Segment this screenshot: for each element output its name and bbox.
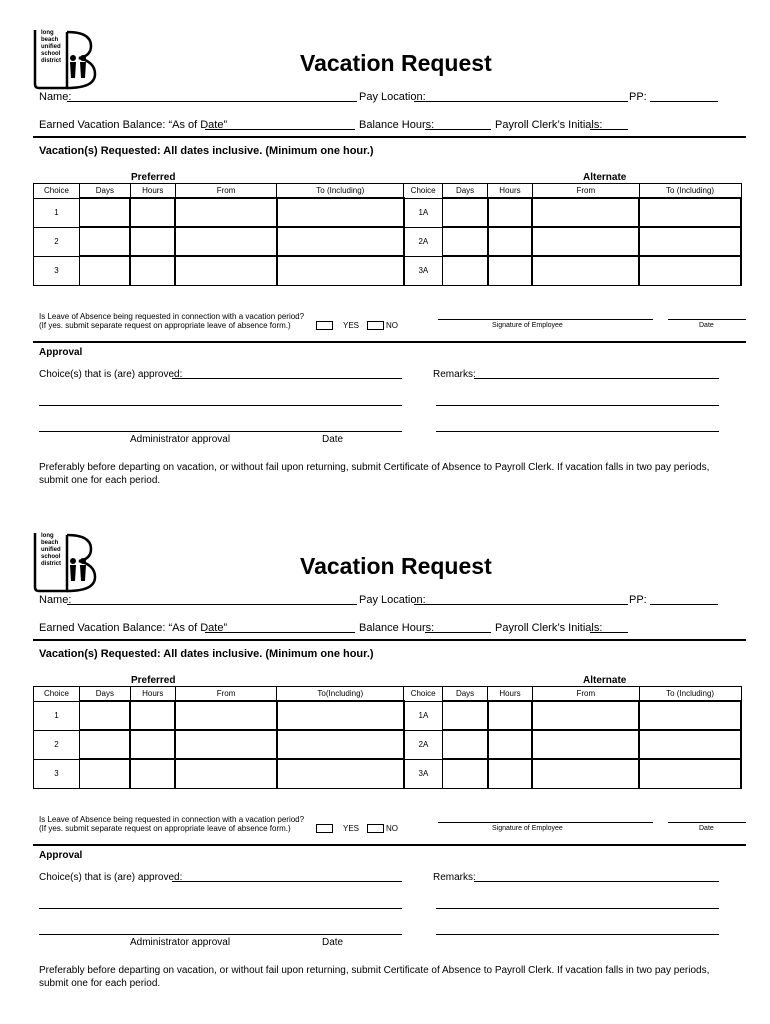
vacations-heading: Vacation(s) Requested: All dates inclusive. (Minimum one hour.) [39, 145, 374, 157]
row-alt-choice: 3A [404, 759, 443, 788]
col-choice: Choice [34, 687, 80, 702]
pp-field[interactable] [650, 101, 718, 102]
alt-days-cell[interactable] [443, 198, 488, 227]
alt-hours-cell[interactable] [488, 730, 533, 759]
from-cell[interactable] [175, 730, 277, 759]
no-label: NO [386, 321, 398, 330]
name-field[interactable] [67, 604, 357, 605]
leave-question: Is Leave of Absence being requested in connection with a vacation period? [39, 312, 305, 321]
alt-from-cell[interactable] [532, 759, 639, 788]
logo-text: long [41, 533, 54, 539]
alt-from-cell[interactable] [532, 701, 639, 730]
page-title: Vacation Request [300, 50, 492, 76]
choices-approved-field[interactable] [172, 378, 402, 379]
alt-to-cell[interactable] [639, 701, 741, 730]
row-alt-choice: 2A [404, 227, 443, 256]
col-alt-to: To (Including) [639, 184, 741, 199]
balance-hours-field[interactable] [425, 129, 491, 130]
yes-label: YES [343, 321, 360, 330]
vacation-table [33, 183, 742, 286]
alt-from-cell[interactable] [532, 730, 639, 759]
footer-instructions: Preferably before departing on vacation, or without fail upon returning, submit Certificate of Absence to Payroll Clerk. If vacation falls in two pay periods, submit one for each period. [39, 965, 710, 989]
admin-date-label: Date [322, 434, 344, 445]
logo-text: long [41, 30, 54, 36]
divider [33, 136, 746, 138]
alt-hours-cell[interactable] [488, 256, 533, 285]
to-cell[interactable] [277, 256, 404, 285]
days-cell[interactable] [79, 701, 130, 730]
col-alt-days: Days [443, 184, 488, 199]
col-alt-choice: Choice [404, 687, 443, 702]
balance-hours-field[interactable] [425, 632, 491, 633]
admin-date-label: Date [322, 937, 344, 948]
hours-cell[interactable] [130, 198, 175, 227]
table-row [34, 227, 742, 256]
pay-location-label: Pay Location: [359, 594, 426, 606]
table-row [34, 701, 742, 730]
admin-date-field[interactable] [301, 934, 402, 935]
signature-field[interactable] [438, 822, 653, 823]
col-to: To(Including) [277, 687, 404, 702]
table-row [34, 198, 742, 227]
vacations-heading: Vacation(s) Requested: All dates inclusive. (Minimum one hour.) [39, 648, 374, 660]
admin-approval-label: Administrator approval [130, 937, 231, 948]
alt-from-cell[interactable] [532, 198, 639, 227]
admin-approval-field[interactable] [39, 431, 301, 432]
from-cell[interactable] [175, 256, 277, 285]
signature-field[interactable] [438, 319, 653, 320]
pp-field[interactable] [650, 604, 718, 605]
to-cell[interactable] [277, 701, 404, 730]
days-cell[interactable] [79, 730, 130, 759]
remarks-label: Remarks: [433, 872, 476, 883]
table-row [34, 730, 742, 759]
footer-instructions: Preferably before departing on vacation, or without fail upon returning, submit Certificate of Absence to Payroll Clerk. If vacation falls in two pay periods, submit one for each period. [39, 462, 710, 486]
from-cell[interactable] [175, 701, 277, 730]
remarks-line-3[interactable] [436, 934, 719, 935]
payroll-initials-field[interactable] [590, 632, 628, 633]
col-choice: Choice [34, 184, 80, 199]
choices-approved-line-2[interactable] [39, 405, 402, 406]
signature-label: Signature of Employee [492, 825, 563, 832]
alt-from-cell[interactable] [532, 227, 639, 256]
row-alt-choice: 2A [404, 730, 443, 759]
earned-balance-label: Earned Vacation Balance: “As of Date” [39, 622, 228, 634]
col-days: Days [79, 184, 130, 199]
alt-hours-cell[interactable] [488, 701, 533, 730]
pay-location-field[interactable] [414, 604, 628, 605]
divider [33, 639, 746, 641]
as-of-date-field[interactable] [205, 129, 355, 130]
days-cell[interactable] [79, 256, 130, 285]
leave-question: Is Leave of Absence being requested in connection with a vacation period? [39, 815, 305, 824]
no-label: NO [386, 824, 398, 833]
from-cell[interactable] [175, 198, 277, 227]
col-from: From [175, 687, 277, 702]
alt-hours-cell[interactable] [488, 198, 533, 227]
col-hours: Hours [130, 687, 175, 702]
row-alt-choice: 1A [404, 701, 443, 730]
hours-cell[interactable] [130, 759, 175, 788]
alternate-label: Alternate [583, 675, 627, 686]
approval-heading: Approval [39, 347, 83, 358]
pay-location-field[interactable] [414, 101, 628, 102]
as-of-date-field[interactable] [205, 632, 355, 633]
col-alt-choice: Choice [404, 184, 443, 199]
col-to: To (Including) [277, 184, 404, 199]
row-alt-choice: 3A [404, 256, 443, 285]
from-cell[interactable] [175, 759, 277, 788]
to-cell[interactable] [277, 759, 404, 788]
hours-cell[interactable] [130, 701, 175, 730]
alt-to-cell[interactable] [639, 730, 741, 759]
signature-label: Signature of Employee [492, 322, 563, 329]
signature-date-field[interactable] [668, 319, 746, 320]
table-row [34, 759, 742, 788]
yes-checkbox[interactable] [316, 321, 333, 330]
from-cell[interactable] [175, 227, 277, 256]
alt-days-cell[interactable] [443, 227, 488, 256]
choices-approved-label: Choice(s) that is (are) approved: [39, 369, 183, 380]
pp-label: PP: [629, 594, 647, 606]
col-alt-from: From [532, 184, 639, 199]
name-field[interactable] [67, 101, 357, 102]
balance-hours-label: Balance Hours: [359, 622, 435, 634]
col-alt-from: From [532, 687, 639, 702]
alt-days-cell[interactable] [443, 256, 488, 285]
col-hours: Hours [130, 184, 175, 199]
alt-to-cell[interactable] [639, 256, 741, 285]
alt-from-cell[interactable] [532, 256, 639, 285]
vacation-table [33, 686, 742, 789]
page-title: Vacation Request [300, 553, 492, 579]
remarks-field[interactable] [474, 881, 719, 882]
payroll-initials-label: Payroll Clerk’s Initials: [495, 622, 603, 634]
choices-approved-label: Choice(s) that is (are) approved: [39, 872, 183, 883]
divider [33, 844, 746, 846]
row-choice: 2 [34, 730, 80, 759]
to-cell[interactable] [277, 730, 404, 759]
col-alt-days: Days [443, 687, 488, 702]
row-choice: 2 [34, 227, 80, 256]
table-row [34, 256, 742, 285]
alt-days-cell[interactable] [443, 701, 488, 730]
leave-instruction: (If yes. submit separate request on appropriate leave of absence form.) [39, 321, 291, 330]
row-choice: 1 [34, 701, 80, 730]
row-alt-choice: 1A [404, 198, 443, 227]
row-choice: 3 [34, 759, 80, 788]
remarks-line-3[interactable] [436, 431, 719, 432]
alternate-label: Alternate [583, 172, 627, 183]
days-cell[interactable] [79, 227, 130, 256]
remarks-field[interactable] [474, 378, 719, 379]
pp-label: PP: [629, 91, 647, 103]
name-label: Name: [39, 594, 72, 606]
name-label: Name: [39, 91, 72, 103]
alt-to-cell[interactable] [639, 227, 741, 256]
choices-approved-line-2[interactable] [39, 908, 402, 909]
payroll-initials-field[interactable] [590, 129, 628, 130]
hours-cell[interactable] [130, 227, 175, 256]
signature-date-field[interactable] [668, 822, 746, 823]
row-choice: 3 [34, 256, 80, 285]
alt-days-cell[interactable] [443, 759, 488, 788]
col-alt-hours: Hours [488, 184, 533, 199]
days-cell[interactable] [79, 198, 130, 227]
choices-approved-field[interactable] [172, 881, 402, 882]
preferred-label: Preferred [131, 172, 176, 183]
hours-cell[interactable] [130, 730, 175, 759]
table-header-row [34, 687, 742, 702]
col-days: Days [79, 687, 130, 702]
col-alt-hours: Hours [488, 687, 533, 702]
remarks-line-2[interactable] [436, 405, 719, 406]
alt-hours-cell[interactable] [488, 227, 533, 256]
pay-location-label: Pay Location: [359, 91, 426, 103]
payroll-initials-label: Payroll Clerk’s Initials: [495, 119, 603, 131]
leave-instruction: (If yes. submit separate request on appropriate leave of absence form.) [39, 824, 291, 833]
admin-approval-label: Administrator approval [130, 434, 231, 445]
hours-cell[interactable] [130, 256, 175, 285]
days-cell[interactable] [79, 759, 130, 788]
alt-to-cell[interactable] [639, 759, 741, 788]
admin-approval-field[interactable] [39, 934, 301, 935]
vacation-request-form-1: long beach unified school district Vacation Request Name: Pay Location: PP: Earned Vacation Balance: “As of Date” Balance Hours: Payroll Clerk’s Initials: Vacation(s) Requested: All dates inclusive. (Minimum one hour.) Preferred Alternate Choice Days Hours From To (Including) Choice Days Hours From To (Including) 1 1A 2 2A 3 3A Is Leave of Absence being requested in connection with a vacation period? (If yes. submit separate request on appropriate leave of absence form.) YES NO Signature of Employee Date Approval Choice(s) that is (are) approved: Remarks: Administrator approval Date Preferably before departing on vacation, or without fail upon returning, submit Certificate of Absence to Payroll Clerk. If vacation falls in two pay periods, submit one for each period. [0, 0, 770, 503]
preferred-label: Preferred [131, 675, 176, 686]
no-checkbox[interactable] [367, 321, 384, 330]
to-cell[interactable] [277, 227, 404, 256]
vacation-request-form-2: long beach unified school district Vacation Request Name: Pay Location: PP: Earned Vacation Balance: “As of Date” Balance Hours: Payroll Clerk’s Initials: Vacation(s) Requested: All dates inclusive. (Minimum one hour.) Preferred Alternate Choice Days Hours From To(Including) Choice Days Hours From To (Including) 1 1A 2 2A 3 3A Is Leave of Absence being requested in connection with a vacation period? (If yes. submit separate request on appropriate leave of absence form.) YES NO Signature of Employee Date Approval Choice(s) that is (are) approved: Remarks: Administrator approval Date Preferably before departing on vacation, or without fail upon returning, submit Certificate of Absence to Payroll Clerk. If vacation falls in two pay periods, submit one for each period. [0, 503, 770, 1006]
to-cell[interactable] [277, 198, 404, 227]
no-checkbox[interactable] [367, 824, 384, 833]
col-from: From [175, 184, 277, 199]
signature-date-label: Date [699, 322, 714, 329]
yes-checkbox[interactable] [316, 824, 333, 833]
remarks-line-2[interactable] [436, 908, 719, 909]
remarks-label: Remarks: [433, 369, 476, 380]
earned-balance-label: Earned Vacation Balance: “As of Date” [39, 119, 228, 131]
row-choice: 1 [34, 198, 80, 227]
alt-days-cell[interactable] [443, 730, 488, 759]
alt-to-cell[interactable] [639, 198, 741, 227]
approval-heading: Approval [39, 850, 83, 861]
balance-hours-label: Balance Hours: [359, 119, 435, 131]
admin-date-field[interactable] [301, 431, 402, 432]
divider [33, 341, 746, 343]
table-header-row [34, 184, 742, 199]
yes-label: YES [343, 824, 360, 833]
alt-hours-cell[interactable] [488, 759, 533, 788]
signature-date-label: Date [699, 825, 714, 832]
col-alt-to: To (Including) [639, 687, 741, 702]
